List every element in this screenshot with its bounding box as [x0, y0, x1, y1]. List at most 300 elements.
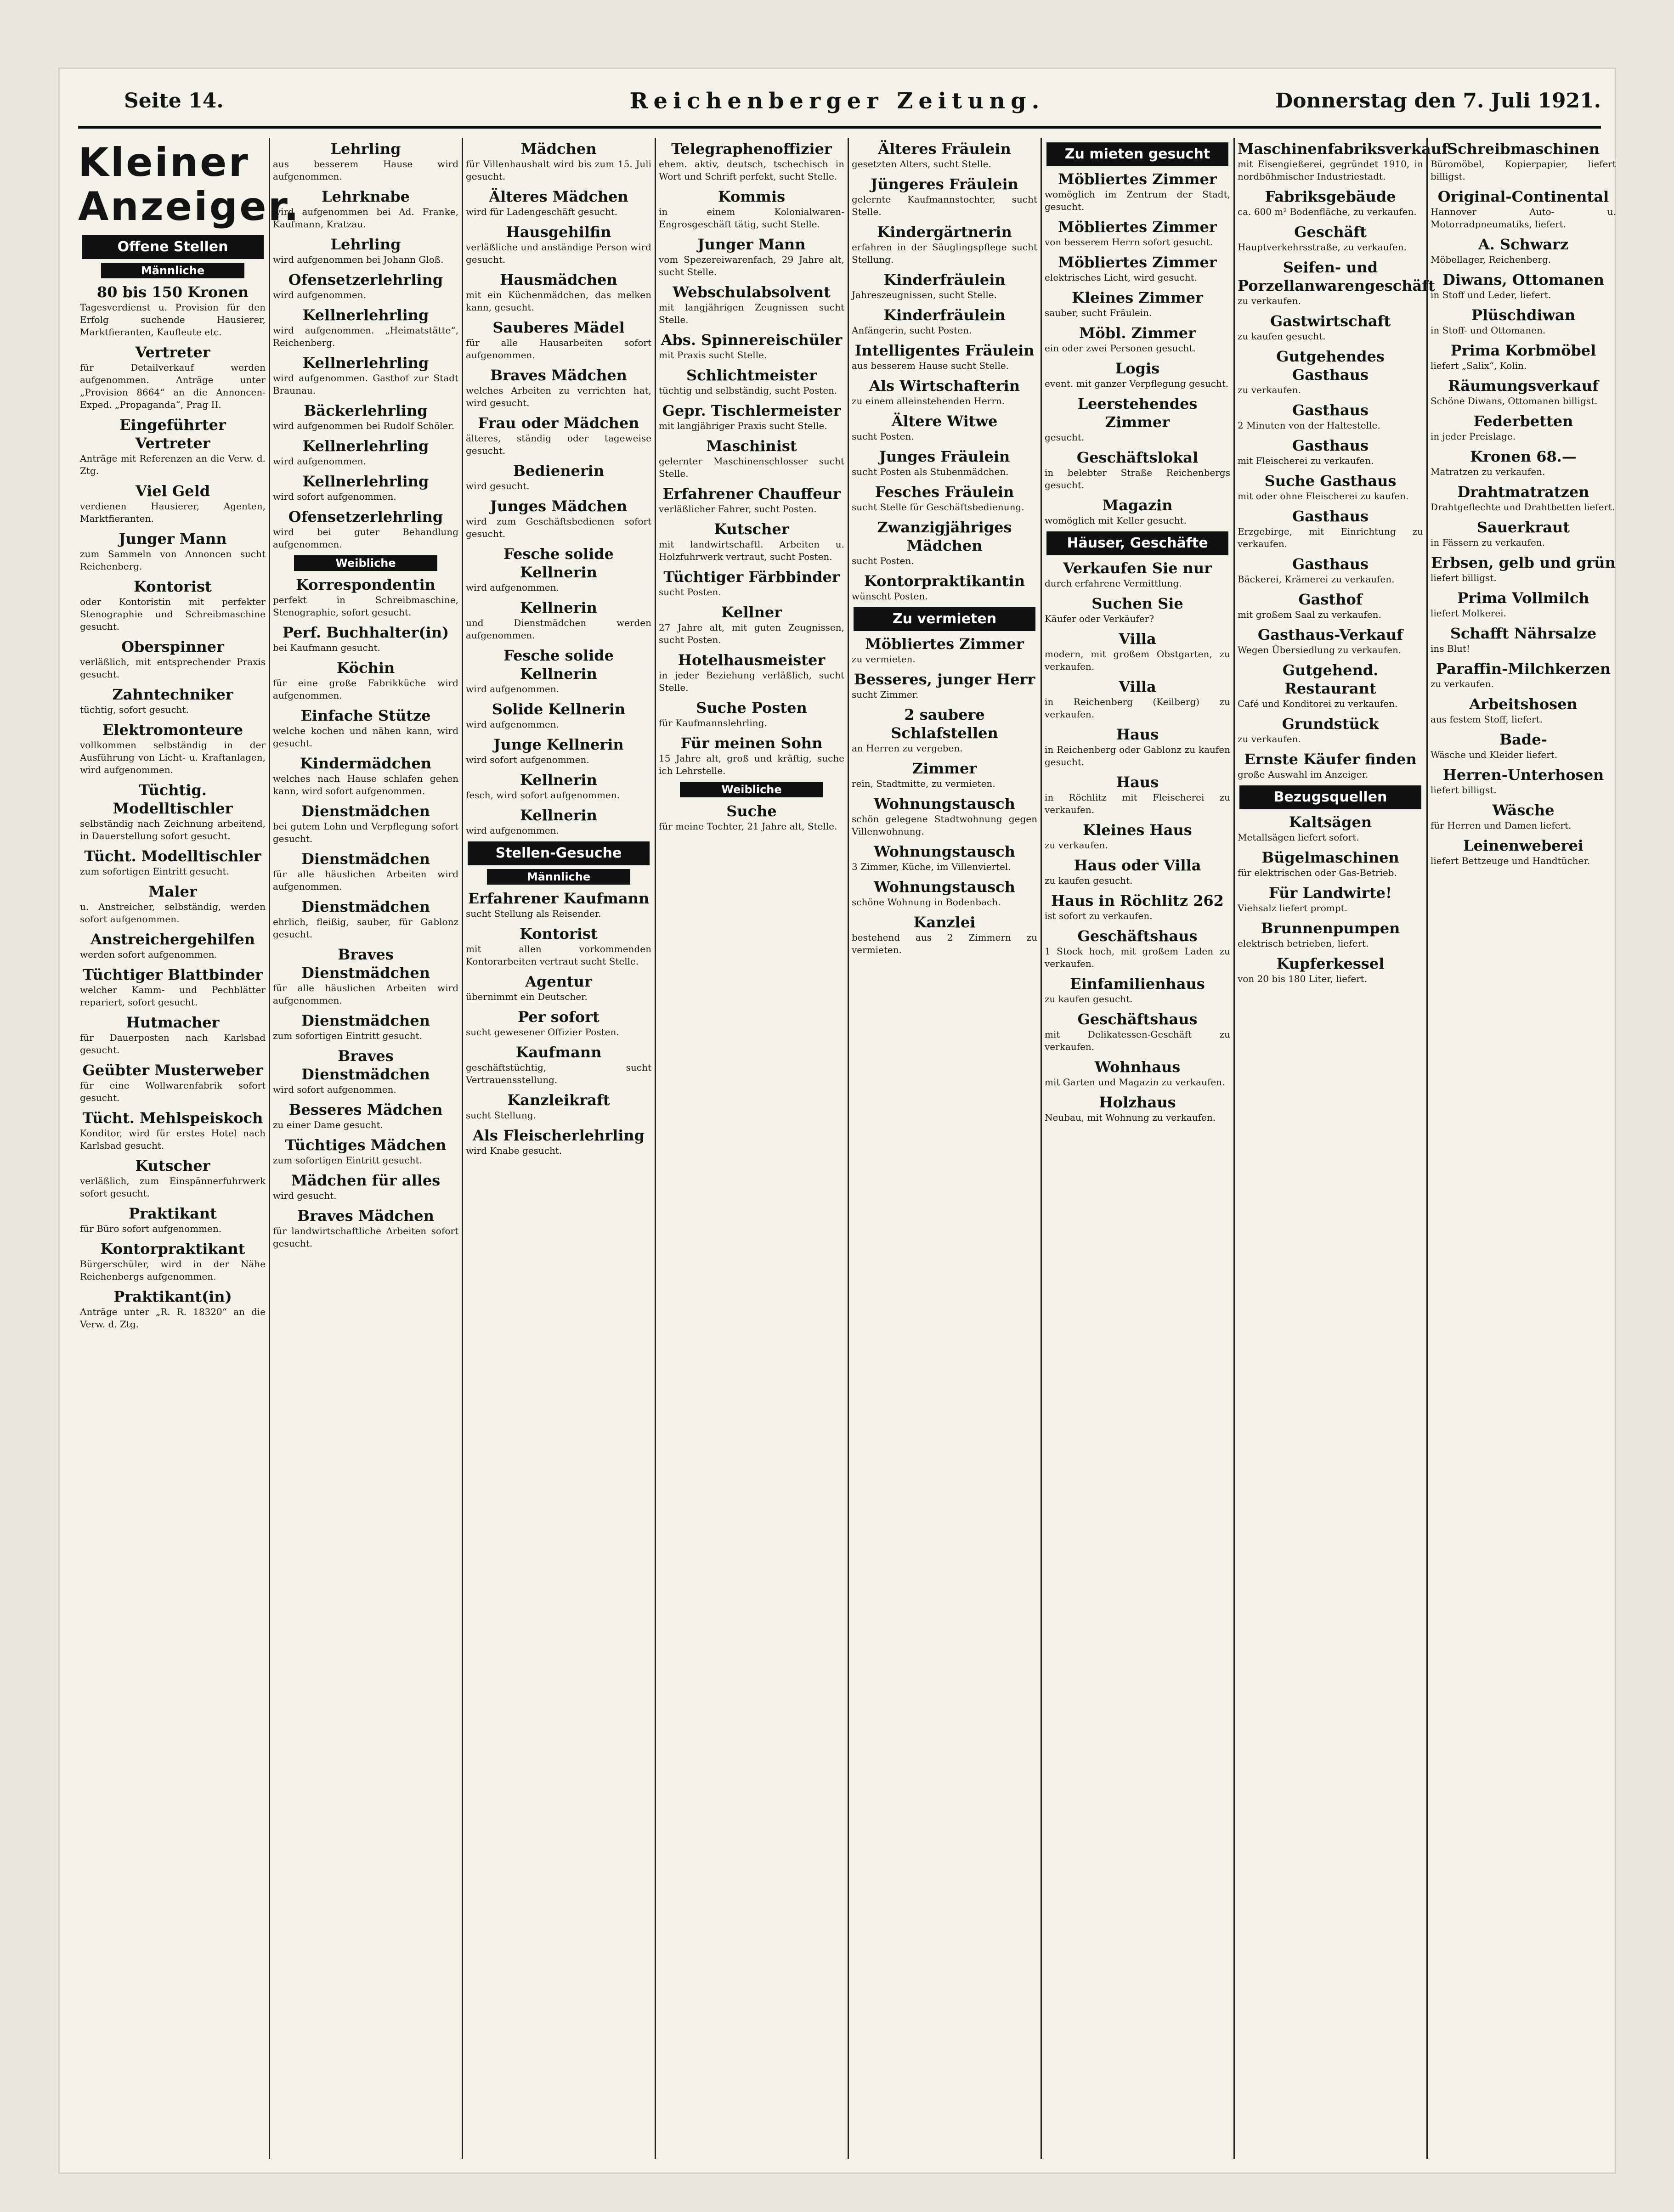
classified-ad — [852, 635, 1037, 666]
ad-headline: Diwans, Ottomanen — [1442, 271, 1604, 288]
ad-body: ist sofort zu verkaufen. — [1045, 910, 1153, 921]
ad-headline: Braves Dienstmädchen — [301, 946, 430, 982]
ad-body: wird aufgenommen. — [466, 582, 560, 593]
classified-ad — [466, 771, 651, 801]
ad-headline: Tücht. Modelltischler — [84, 847, 261, 865]
ad-body: 1 Stock hoch, mit großem Laden zu verkaufen. — [1045, 946, 1230, 969]
classified-ad — [1238, 626, 1423, 656]
ad-headline: Kellnerlehrling — [302, 437, 429, 455]
ad-body: 27 Jahre alt, mit guten Zeugnissen, sucht Posten. — [659, 622, 844, 645]
ad-body: sauber, sucht Fräulein. — [1045, 307, 1152, 318]
ad-body: mit ein Küchenmädchen, das melken kann, gesucht. — [466, 289, 651, 313]
page-header — [60, 85, 1615, 121]
classified-ad — [273, 187, 458, 231]
classified-ad — [1431, 660, 1616, 690]
ad-headline: Suche Posten — [696, 699, 807, 717]
classified-ad — [273, 401, 458, 432]
classified-ad — [1431, 695, 1616, 726]
classified-ad — [273, 1171, 458, 1202]
ad-headline: Erfahrener Chauffeur — [662, 485, 841, 502]
ad-headline: Kommis — [718, 188, 786, 205]
subcategory-heading: Weibliche — [294, 555, 437, 571]
ad-headline: A. Schwarz — [1478, 236, 1569, 253]
category-heading: Häuser, Geschäfte — [1046, 531, 1228, 555]
classified-ad — [273, 576, 458, 619]
ad-body: in Reichenberg oder Gablonz zu kaufen gesucht. — [1045, 744, 1230, 767]
ad-headline: Verkaufen Sie nur — [1063, 559, 1212, 577]
ad-headline: Eingeführter Vertreter — [119, 416, 226, 452]
classified-ad — [1045, 1058, 1230, 1089]
classified-ad — [80, 721, 266, 776]
ad-body: mit allen vorkommenden Kontorarbeiten vertraut sucht Stelle. — [466, 943, 651, 967]
ad-headline: Arbeitshosen — [1469, 695, 1578, 713]
ad-body: zum Sammeln von Annoncen sucht Reichenberg. — [80, 548, 266, 572]
ad-headline: Fesche solide Kellnerin — [503, 545, 614, 581]
ad-body: wird aufgenommen. — [273, 456, 367, 467]
ad-headline: Einfache Stütze — [300, 707, 431, 724]
ad-body: ein oder zwei Personen gesucht. — [1045, 343, 1196, 354]
classified-ad — [273, 802, 458, 845]
ad-body: zu einer Dame gesucht. — [273, 1119, 384, 1130]
ad-headline: Gasthaus — [1292, 508, 1369, 525]
ad-headline: Kontorist — [134, 578, 212, 595]
ad-body: Anträge mit Referenzen an die Verw. d. Ztg. — [80, 453, 266, 476]
classified-ad — [659, 187, 844, 231]
classified-ad — [80, 416, 266, 477]
ad-body: mit Eisengießerei, gegründet 1910, in nordböhmischer Industriestadt. — [1238, 158, 1423, 182]
ad-headline: Kutscher — [714, 520, 789, 538]
ad-headline: Leerstehendes Zimmer — [1077, 395, 1198, 431]
ad-body: Matratzen zu verkaufen. — [1431, 466, 1545, 477]
ad-headline: Praktikant(in) — [113, 1288, 232, 1305]
ad-headline: Junges Mädchen — [490, 497, 628, 515]
classified-ad — [1045, 324, 1230, 355]
ad-body: Tagesverdienst u. Provision für den Erfolg suchende Hausierer, Marktfieranten, Kaufleute etc. — [80, 302, 266, 338]
ad-headline: Holzhaus — [1099, 1094, 1176, 1111]
ad-body: verläßlich, mit entsprechender Praxis gesucht. — [80, 656, 266, 680]
classified-ad — [1431, 447, 1616, 478]
ad-headline: Sauerkraut — [1476, 519, 1570, 536]
column-divider — [1041, 138, 1042, 2159]
classified-ad — [1431, 187, 1616, 231]
ad-body: liefert billigst. — [1431, 572, 1497, 583]
ad-headline: Räumungsverkauf — [1448, 377, 1599, 395]
ad-body: sucht gewesener Offizier Posten. — [466, 1027, 619, 1038]
classified-ad — [852, 140, 1037, 170]
classified-ad — [273, 1136, 458, 1167]
section-title: Kleiner Anzeiger. — [78, 140, 301, 230]
ad-body: sucht Zimmer. — [852, 689, 919, 700]
classified-ad — [1238, 140, 1448, 183]
classified-ad — [273, 306, 458, 349]
ad-body: welcher Kamm- und Pechblätter repariert, sofort gesucht. — [80, 984, 266, 1008]
classified-ad — [466, 1091, 651, 1122]
classified-ad — [852, 878, 1037, 908]
classified-ad — [1045, 288, 1230, 319]
ad-headline: Haus oder Villa — [1074, 857, 1201, 874]
ad-headline: Lehrling — [330, 236, 401, 253]
classified-ad — [1431, 518, 1616, 549]
ad-headline: Original-Continental — [1437, 188, 1609, 205]
classified-ad — [1431, 412, 1616, 443]
ad-body: sucht Posten. — [852, 431, 914, 442]
ad-body: verläßlich, zum Einspännerfuhrwerk sofort gesucht. — [80, 1175, 266, 1199]
ad-headline: Gasthof — [1298, 591, 1363, 608]
classified-ad — [80, 1287, 266, 1331]
classified-ad — [852, 913, 1037, 956]
ad-body: mit Fleischerei zu verkaufen. — [1238, 455, 1374, 466]
ad-body: an Herren zu vergeben. — [852, 743, 963, 754]
ad-headline: Bedienerin — [513, 462, 605, 480]
classified-ad — [80, 685, 266, 716]
ad-headline: Einfamilienhaus — [1070, 975, 1205, 993]
ad-body: 2 Minuten von der Haltestelle. — [1238, 420, 1380, 431]
classified-ad — [466, 972, 651, 1003]
masthead: Reichenberger Zeitung. — [629, 88, 1045, 114]
ad-body: übernimmt ein Deutscher. — [466, 991, 588, 1002]
ad-headline: Möbliertes Zimmer — [865, 635, 1024, 653]
classified-ad — [1238, 555, 1423, 586]
ad-headline: Suche Gasthaus — [1264, 472, 1397, 490]
classified-ad — [852, 341, 1037, 372]
ad-headline: Kronen 68.— — [1470, 448, 1577, 465]
ad-headline: Bade- — [1499, 731, 1547, 748]
column-4 — [657, 138, 846, 2159]
subcategory-heading: Männliche — [101, 263, 244, 278]
classified-ad — [852, 572, 1037, 603]
classified-ad — [80, 1240, 266, 1283]
classified-ad — [659, 331, 844, 361]
classified-ad — [273, 508, 458, 551]
classified-ad — [273, 850, 458, 893]
ad-body: Jahreszeugnissen, sucht Stelle. — [852, 289, 997, 300]
ad-body: wird aufgenommen bei Rudolf Schöler. — [273, 420, 455, 431]
classified-ad — [273, 754, 458, 797]
ad-body: verdienen Hausierer, Agenten, Marktfieranten. — [80, 501, 266, 524]
classified-ad — [852, 518, 1037, 567]
ad-body: für Büro sofort aufgenommen. — [80, 1223, 222, 1234]
ad-headline: Besseres, junger Herr — [854, 671, 1035, 688]
ad-headline: Ofensetzerlehrling — [288, 508, 443, 525]
ad-body: ins Blut! — [1431, 643, 1470, 654]
classified-ad — [1045, 594, 1230, 625]
classified-ad — [1238, 312, 1423, 343]
classified-ad — [466, 1043, 651, 1086]
classified-ad — [1045, 821, 1230, 852]
ad-body: gelernte Kaufmannstochter, sucht Stelle. — [852, 194, 1037, 217]
ad-body: in einem Kolonialwaren-Engrosgeschäft tätig, sucht Stelle. — [659, 206, 844, 230]
ad-headline: Bäckerlehrling — [304, 402, 428, 419]
classified-ad — [1238, 590, 1423, 621]
classified-ad — [1045, 395, 1230, 444]
ad-headline: Besseres Mädchen — [288, 1101, 443, 1118]
classified-ad — [852, 759, 1037, 790]
ad-headline: Kupferkessel — [1276, 955, 1385, 972]
ad-body: für Detailverkauf werden aufgenommen. Anträge unter „Provision 8664“ an die Annoncen-Exped. „Propaganda“, Prag II. — [80, 362, 266, 410]
classified-ad — [80, 1109, 266, 1152]
classified-ad — [80, 530, 266, 573]
classified-ad — [80, 1204, 266, 1235]
ad-body: Café und Konditorei zu verkaufen. — [1238, 698, 1398, 709]
category-heading: Offene Stellen — [82, 235, 264, 259]
classified-ad — [80, 482, 266, 525]
ad-body: für Kaufmannslehrling. — [659, 717, 767, 728]
classified-ad — [1431, 306, 1616, 337]
classified-ad — [1045, 677, 1230, 721]
ad-body: zum sofortigen Eintritt gesucht. — [273, 1155, 422, 1166]
ad-body: sucht Posten als Stubenmädchen. — [852, 466, 1009, 477]
ad-headline: Geübter Musterweber — [82, 1061, 263, 1079]
ad-headline: Kutscher — [135, 1157, 210, 1174]
ad-body: mit Delikatessen-Geschäft zu verkaufen. — [1045, 1029, 1230, 1052]
category-heading: Zu vermieten — [854, 607, 1035, 631]
ad-body: in jeder Beziehung verläßlich, sucht Stelle. — [659, 670, 844, 693]
ad-headline: Grundstück — [1282, 715, 1379, 733]
ad-body: sucht Stellung. — [466, 1110, 536, 1121]
classified-ad — [80, 577, 266, 633]
subcategory-heading: Männliche — [487, 869, 630, 885]
ad-headline: Wohnungstausch — [874, 795, 1015, 813]
ad-headline: Per sofort — [518, 1008, 599, 1026]
ad-headline: Gutgehend. Restaurant — [1282, 661, 1379, 697]
classified-ad — [1238, 507, 1423, 550]
ad-headline: Dienstmädchen — [301, 850, 430, 868]
classified-ad — [1045, 1093, 1230, 1124]
ad-body: sucht Stellung als Reisender. — [466, 908, 601, 919]
classified-ad — [466, 187, 651, 218]
ad-headline: Gepr. Tischlermeister — [662, 402, 841, 419]
ad-headline: Kleines Haus — [1083, 821, 1192, 839]
ad-headline: Perf. Buchhalter(in) — [282, 624, 449, 641]
classified-ad — [466, 925, 651, 968]
ad-headline: Webschulabsolvent — [673, 283, 831, 301]
classified-ad — [1045, 892, 1230, 922]
classified-ad — [659, 651, 844, 694]
ad-headline: Erbsen, gelb und grün — [1431, 554, 1616, 571]
ad-body: event. mit ganzer Verpflegung gesucht. — [1045, 378, 1229, 389]
ad-body: zu verkaufen. — [1238, 295, 1301, 306]
ad-headline: Gasthaus — [1292, 437, 1369, 454]
classified-ad — [1238, 401, 1423, 432]
classified-ad — [466, 598, 651, 642]
classified-ad — [1045, 359, 1230, 390]
ad-body: aus besserem Hause wird aufgenommen. — [273, 158, 458, 182]
classified-ad — [80, 283, 266, 339]
classified-ad — [466, 414, 651, 457]
ad-headline: Brunnenpumpen — [1261, 920, 1400, 937]
classified-ad — [466, 366, 651, 409]
ad-body: oder Kontoristin mit perfekter Stenographie und Schreibmaschine gesucht. — [80, 596, 266, 632]
ad-headline: Mädchen — [520, 140, 597, 158]
column-3 — [464, 138, 653, 2159]
ad-body: zu einem alleinstehenden Herrn. — [852, 395, 1005, 406]
ad-body: älteres, ständig oder tageweise gesucht. — [466, 433, 651, 456]
ad-body: für elektrischen oder Gas-Betrieb. — [1238, 867, 1397, 878]
ad-body: gesetzten Alters, sucht Stelle. — [852, 158, 991, 169]
ad-headline: Kellnerlehrling — [302, 306, 429, 324]
ad-headline: Kleines Zimmer — [1072, 289, 1203, 306]
column-divider — [462, 138, 463, 2159]
ad-body: Konditor, wird für erstes Hotel nach Karlsbad gesucht. — [80, 1128, 266, 1151]
classified-ad — [1238, 715, 1423, 745]
classified-ad — [273, 472, 458, 503]
ad-body: gelernter Maschinenschlosser sucht Stelle. — [659, 456, 844, 479]
ad-body: tüchtig, sofort gesucht. — [80, 704, 189, 715]
ad-body: für landwirtschaftliche Arbeiten sofort gesucht. — [273, 1225, 458, 1249]
ad-headline: Tüchtig. Modelltischler — [113, 781, 233, 817]
header-rule — [78, 126, 1601, 129]
ad-headline: Oberspinner — [121, 638, 224, 655]
classified-ad — [1431, 836, 1616, 867]
ad-body: bei gutem Lohn und Verpflegung sofort gesucht. — [273, 821, 458, 844]
classified-ad — [273, 235, 458, 266]
classified-ad — [273, 897, 458, 941]
ad-headline: Magazin — [1102, 497, 1173, 514]
column-divider — [1233, 138, 1235, 2159]
ad-body: aus festem Stoff, liefert. — [1431, 714, 1543, 725]
classified-ad — [1238, 884, 1423, 914]
ad-headline: Elektromonteure — [102, 721, 243, 739]
ad-headline: Kellnerin — [520, 599, 597, 616]
ad-body: Käufer oder Verkäufer? — [1045, 613, 1154, 624]
classified-ad — [1431, 624, 1616, 655]
ad-headline: Haus — [1116, 773, 1159, 791]
ad-body: Viehsalz liefert prompt. — [1238, 903, 1348, 914]
classified-ad — [466, 140, 651, 183]
ad-headline: Villa — [1119, 678, 1156, 695]
ad-headline: Kellnerlehrling — [302, 354, 429, 372]
classified-ad — [1238, 436, 1423, 467]
ad-body: wird sofort aufgenommen. — [466, 754, 589, 765]
classified-ad — [659, 568, 844, 598]
ad-headline: Schreibmaschinen — [1447, 140, 1600, 158]
ad-body: u. Anstreicher, selbständig, werden sofort aufgenommen. — [80, 901, 266, 925]
ad-headline: Erfahrener Kaufmann — [468, 890, 650, 907]
ad-body: welches Arbeiten zu verrichten hat, wird gesucht. — [466, 385, 651, 408]
ad-body: verläßliche und anständige Person wird gesucht. — [466, 242, 651, 265]
classified-ad — [273, 437, 458, 468]
ad-headline: Junges Fräulein — [879, 448, 1010, 465]
ad-body: elektrisch betrieben, liefert. — [1238, 938, 1369, 949]
ad-body: von besserem Herrn sofort gesucht. — [1045, 237, 1213, 248]
ad-body: Drahtgeflechte und Drahtbetten liefert. — [1431, 502, 1615, 513]
ad-headline: Hotelhausmeister — [678, 651, 826, 669]
ad-body: in belebter Straße Reichenbergs gesucht. — [1045, 467, 1230, 491]
classified-ad — [1238, 187, 1423, 218]
ad-body: zu verkaufen. — [1045, 840, 1108, 851]
ad-headline: 80 bis 150 Kronen — [96, 283, 249, 301]
ad-body: ehrlich, fleißig, sauber, für Gablonz gesucht. — [273, 916, 458, 940]
ad-body: womöglich mit Keller gesucht. — [1045, 515, 1187, 526]
ad-headline: Junger Mann — [119, 530, 227, 547]
ad-body: Neubau, mit Wohnung zu verkaufen. — [1045, 1112, 1216, 1123]
classified-ad — [466, 223, 651, 266]
classified-ad — [273, 140, 458, 183]
classified-ad — [466, 700, 651, 731]
ad-body: von 20 bis 180 Liter, liefert. — [1238, 973, 1368, 984]
ad-headline: Kontorist — [520, 925, 598, 942]
ad-body: welche kochen und nähen kann, wird gesucht. — [273, 725, 458, 749]
ad-headline: Dienstmädchen — [301, 898, 430, 915]
ad-body: wird sofort aufgenommen. — [273, 491, 396, 502]
ad-headline: Kanzlei — [913, 914, 976, 931]
ad-headline: Prima Vollmilch — [1457, 589, 1589, 607]
ad-body: elektrisches Licht, wird gesucht. — [1045, 272, 1197, 283]
ad-body: wird aufgenommen. „Heimatstätte“, Reichenberg. — [273, 325, 458, 348]
classified-ad — [852, 842, 1037, 873]
ad-body: liefert „Salix“, Kolin. — [1431, 360, 1527, 371]
ad-body: ehem. aktiv, deutsch, tschechisch in Wort und Schrift perfekt, sucht Stelle. — [659, 158, 844, 182]
ad-headline: Telegraphenoffizier — [671, 140, 832, 158]
ad-headline: Fabriksgebäude — [1265, 188, 1396, 205]
ad-body: liefert billigst. — [1431, 784, 1497, 796]
ad-headline: Kanzleikraft — [507, 1091, 610, 1109]
classified-ad — [852, 670, 1037, 701]
ad-headline: Kinderfräulein — [883, 306, 1006, 324]
classified-ad — [659, 520, 844, 563]
classified-ad — [659, 802, 844, 833]
ad-body: für Herren und Damen liefert. — [1431, 820, 1572, 831]
classified-ad — [1431, 140, 1616, 183]
ad-headline: Villa — [1119, 630, 1156, 648]
ad-headline: Vertreter — [135, 344, 210, 361]
ad-body: wird aufgenommen bei Ad. Franke, Kaufmann, Kratzau. — [273, 206, 458, 230]
classified-ad — [852, 377, 1037, 407]
ad-body: große Auswahl im Anzeiger. — [1238, 769, 1369, 780]
ad-headline: Intelligentes Fräulein — [854, 342, 1035, 359]
ad-headline: Köchin — [336, 659, 395, 677]
ad-headline: Gastwirtschaft — [1270, 312, 1391, 330]
ad-body: mit langjähriger Praxis sucht Stelle. — [659, 420, 827, 431]
classified-ad — [273, 945, 458, 1007]
classified-ad — [659, 603, 844, 646]
ad-body: gesucht. — [1045, 432, 1085, 443]
ad-body: in Röchlitz mit Fleischerei zu verkaufen. — [1045, 792, 1230, 815]
ad-headline: Wäsche — [1492, 801, 1555, 819]
ad-body: Bäckerei, Krämerei zu verkaufen. — [1238, 574, 1395, 585]
ad-headline: Lehrling — [330, 140, 401, 158]
classified-ad — [1238, 347, 1423, 396]
classified-ad — [273, 1047, 458, 1096]
ad-headline: Tüchtiger Blattbinder — [83, 966, 263, 983]
ad-headline: Gasthaus — [1292, 555, 1369, 573]
category-heading: Stellen-Gesuche — [468, 841, 650, 865]
ad-headline: Paraffin-Milchkerzen — [1436, 660, 1611, 677]
classified-ad — [852, 223, 1037, 266]
ad-headline: 2 saubere Schlafstellen — [891, 706, 998, 742]
ad-headline: Ernste Käufer finden — [1244, 750, 1417, 768]
ad-headline: Wohnungstausch — [874, 843, 1015, 860]
column-1 — [78, 138, 301, 2159]
ad-headline: Solide Kellnerin — [492, 700, 626, 718]
classified-ad — [273, 1100, 458, 1131]
classified-ad — [852, 306, 1037, 337]
classified-ad — [1045, 927, 1230, 970]
classified-ad — [80, 847, 266, 878]
ad-headline: Junge Kellnerin — [493, 736, 624, 753]
ad-body: mit Praxis sucht Stelle. — [659, 350, 767, 361]
ad-headline: Zimmer — [912, 760, 977, 777]
classified-ad — [1238, 813, 1423, 844]
ad-headline: Abs. Spinnereischüler — [661, 331, 843, 349]
classified-ad — [852, 483, 1037, 514]
classified-ad — [1045, 773, 1230, 816]
ad-body: modern, mit großem Obstgarten, zu verkaufen. — [1045, 649, 1230, 672]
classified-ad — [659, 485, 844, 515]
ad-headline: Federbetten — [1473, 412, 1573, 430]
ad-headline: Für meinen Sohn — [680, 734, 823, 752]
ad-headline: Frau oder Mädchen — [478, 414, 639, 432]
